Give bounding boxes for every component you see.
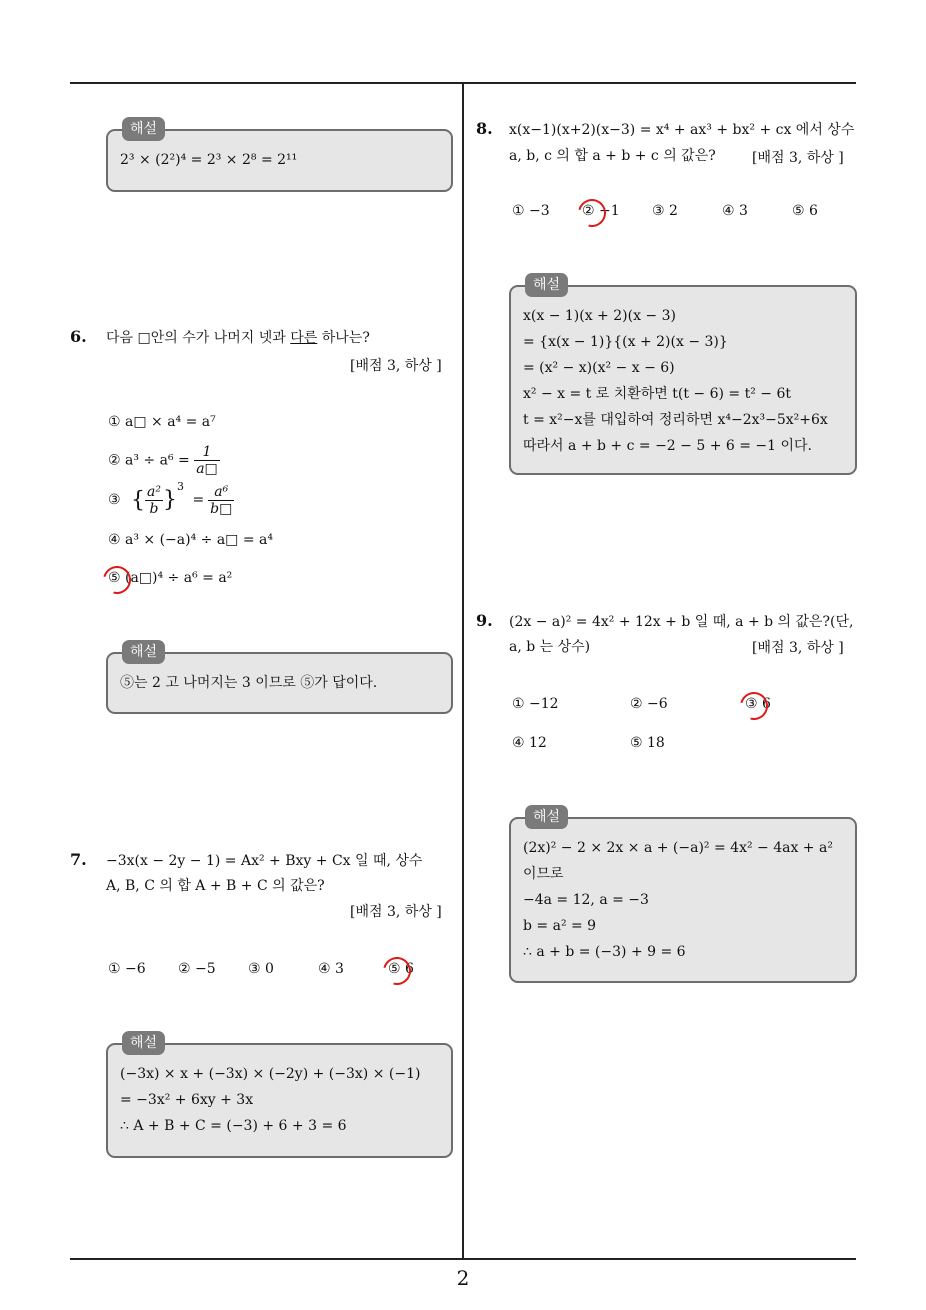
q8-solution-line-4: x² − x = t 로 치환하면 t(t − 6) = t² − 6t [523,386,792,402]
q7-solution-line-2: = −3x² + 6xy + 3x [120,1092,254,1108]
q9-option-3[interactable]: ③ 6 [745,696,771,712]
q8-option-1[interactable]: ① −3 [512,203,550,219]
q7-score: [배점 3, 하상 ] [350,904,442,920]
q8-solution-box [509,277,857,475]
q9-solution-line-3: −4a = 12, a = −3 [523,892,649,908]
q9-question-line2: a, b 는 상수) [509,639,591,655]
q6-question: 다음 □안의 수가 나머지 넷과 다른 하나는? [106,330,370,346]
q8-solution-line-3: = (x² − x)(x² − x − 6) [523,360,675,376]
q7-option-3[interactable]: ③ 0 [248,961,274,977]
q7-option-5[interactable]: ⑤ 6 [388,961,414,977]
q7-option-2[interactable]: ② −5 [178,961,216,977]
answer-circle-mark [573,194,611,232]
q9-number: 9. [476,611,493,630]
q6-solution-line: ⑤는 2 고 나머지는 3 이므로 ⑤가 답이다. [120,675,378,691]
q7-question-line1: −3x(x − 2y − 1) = Ax² + Bxy + Cx 일 때, 상수 [106,853,423,869]
q8-solution-line-6: 따라서 a + b + c = −2 − 5 + 6 = −1 이다. [523,438,812,454]
q8-option-2[interactable]: ② −1 [582,203,620,219]
q6-option-4[interactable]: ④ a³ × (−a)⁴ ÷ a□ = a⁴ [108,532,273,548]
solution-tag: 해설 [525,805,568,829]
q7-option-4[interactable]: ④ 3 [318,961,344,977]
q9-option-5[interactable]: ⑤ 18 [630,735,665,751]
q8-question-line1: x(x−1)(x+2)(x−3) = x⁴ + ax³ + bx² + cx 에서 상수 [509,122,855,138]
q9-solution-box [509,809,857,983]
q6-option-5[interactable]: ⑤ (a□)⁴ ÷ a⁶ = a² [108,570,233,586]
bottom-rule [70,1258,856,1260]
solution-tag: 해설 [122,117,165,141]
q5-solution-line: 2³ × (2²)⁴ = 2³ × 2⁸ = 2¹¹ [120,152,298,168]
page-number: 2 [456,1266,470,1290]
q7-option-1[interactable]: ① −6 [108,961,146,977]
q6-option-3[interactable]: ③ { $\frac{\text{a²}}{b}$ }$^3$ = $\frac{\text{a⁶}}{b□}$ [108,480,233,517]
q9-score: [배점 3, 하상 ] [752,640,844,656]
q9-solution-line-1: (2x)² − 2 × 2x × a + (−a)² = 4x² − 4ax + a² [523,840,833,856]
q9-option-1[interactable]: ① −12 [512,696,559,712]
q9-option-2[interactable]: ② −6 [630,696,668,712]
solution-tag: 해설 [122,1031,165,1055]
q7-number: 7. [70,850,87,869]
q9-solution-line-4: b = a² = 9 [523,918,597,934]
q6-option-2[interactable]: ② a³ ÷ a⁶ = $\frac{1}{a□}$ [108,444,218,477]
column-divider [462,82,464,1259]
answer-circle-mark [735,687,773,725]
q8-solution-line-1: x(x − 1)(x + 2)(x − 3) [523,308,676,324]
solution-tag: 해설 [122,640,165,664]
answer-circle-mark [378,952,416,990]
q8-score: [배점 3, 하상 ] [752,150,844,166]
q7-solution-line-1: (−3x) × x + (−3x) × (−2y) + (−3x) × (−1) [120,1066,421,1082]
q7-question-line2: A, B, C 의 합 A + B + C 의 값은? [106,878,325,894]
q9-option-4[interactable]: ④ 12 [512,735,547,751]
q9-question-line1: (2x − a)² = 4x² + 12x + b 일 때, a + b 의 값은?(단, [509,614,854,630]
q8-option-4[interactable]: ④ 3 [722,203,748,219]
q6-score: [배점 3, 하상 ] [350,358,442,374]
q6-solution-box [106,644,453,714]
q7-solution-line-3: ∴ A + B + C = (−3) + 6 + 3 = 6 [120,1118,347,1134]
q9-solution-line-5: ∴ a + b = (−3) + 9 = 6 [523,944,686,960]
q8-question-line2: a, b, c 의 합 a + b + c 의 값은? [509,148,716,164]
q7-solution-box [106,1035,453,1158]
q9-solution-line-2: 이므로 [523,866,564,882]
q8-solution-line-2: = {x(x − 1)}{(x + 2)(x − 3)} [523,334,728,350]
q6-option-1[interactable]: ① a□ × a⁴ = a⁷ [108,414,216,430]
q8-option-3[interactable]: ③ 2 [652,203,678,219]
q8-option-5[interactable]: ⑤ 6 [792,203,818,219]
solution-tag: 해설 [525,273,568,297]
answer-circle-mark [98,561,136,599]
q8-number: 8. [476,119,493,138]
q8-solution-line-5: t = x²−x를 대입하여 정리하면 x⁴−2x³−5x²+6x [523,412,828,428]
q5-solution-box [106,121,453,192]
q6-number: 6. [70,327,87,346]
